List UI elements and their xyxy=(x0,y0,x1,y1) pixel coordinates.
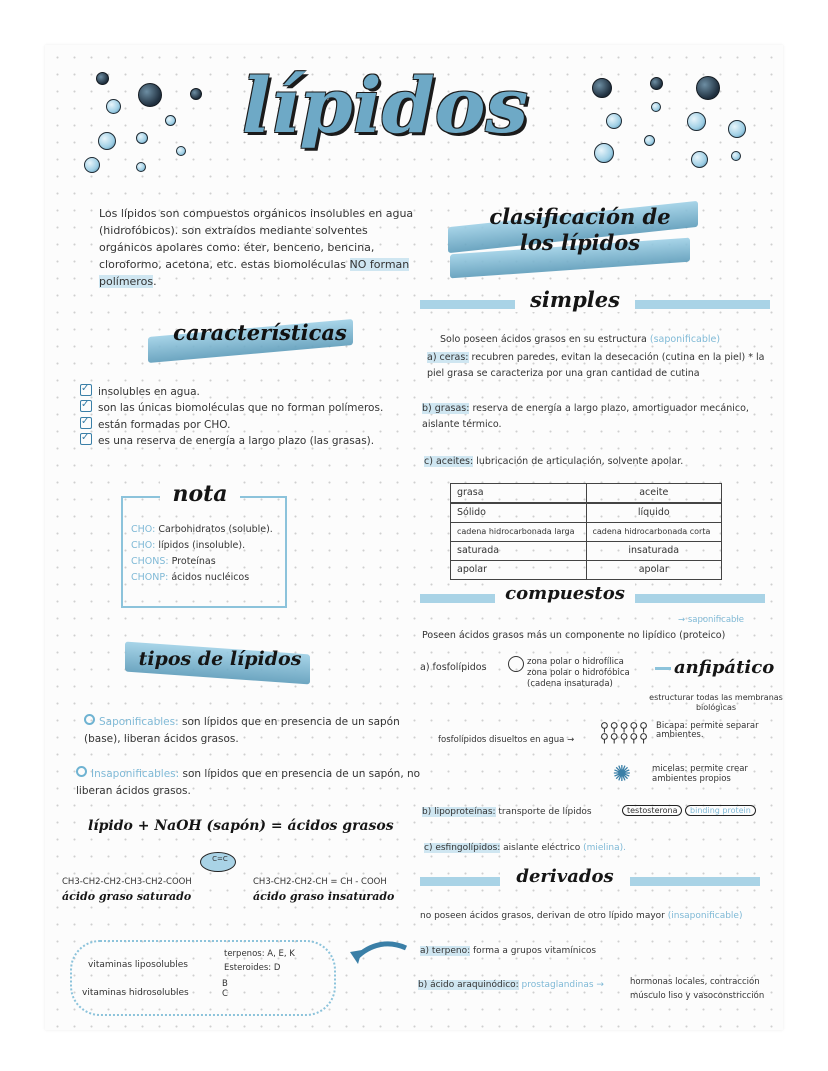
testosterona-chip: testosterona xyxy=(622,805,682,816)
terpeno-label: a) terpeno: xyxy=(420,946,471,956)
tipo-term: Insaponificables: xyxy=(91,768,180,780)
grasa-aceite-table xyxy=(450,483,722,580)
vitamina-item: terpenos: A, E, K xyxy=(224,949,295,959)
tipos-heading: tipos de lípidos xyxy=(138,648,302,670)
page-title: lípidos xyxy=(241,61,529,150)
lipoproteinas-def: transporte de lípidos xyxy=(495,807,592,817)
esfingolipidos-def: aislante eléctrico xyxy=(500,843,584,853)
anfipatico-note: estructurar todas las membranas biológicas xyxy=(649,693,783,712)
bubble-decoration xyxy=(176,146,186,156)
araquidonico-text: prostaglandinas → xyxy=(518,980,604,990)
table-cell: saturada xyxy=(451,542,587,561)
table-cell: apolar xyxy=(451,561,587,580)
ceras-text: recubren paredes, evitan la desecación (cutina en la piel) * la piel grasa se caracteriza por una gran cantidad de cutina xyxy=(427,352,765,380)
saturado-formula: CH3-CH2-CH2-CH3-CH2-COOH xyxy=(62,877,192,887)
derivados-intro xyxy=(420,909,785,923)
tipo-term: Saponificables: xyxy=(99,716,179,728)
caracteristicas-list xyxy=(80,384,420,449)
caracteristica-item xyxy=(80,433,420,449)
micelle-icon: ✺ xyxy=(612,762,632,787)
bond-label: C=C xyxy=(212,855,228,863)
curved-arrow-icon xyxy=(348,940,410,966)
phospholipid-icon xyxy=(508,656,524,672)
bicapa-text: Bicapa: permite separar ambientes. xyxy=(656,721,759,741)
testosterona-chips xyxy=(622,805,767,818)
caracteristica-item xyxy=(80,417,420,433)
table-cell: cadena hidrocarbonada larga xyxy=(451,523,587,542)
vitamina-item: C xyxy=(222,989,228,1000)
vitaminas-hidrosolubles: vitaminas hidrosolubles xyxy=(82,988,189,998)
arrow-icon xyxy=(655,667,671,670)
bubble-decoration xyxy=(165,115,176,126)
clasificacion-heading xyxy=(455,204,705,257)
checkbox-icon xyxy=(80,384,92,396)
bubble-decoration xyxy=(606,113,622,129)
nota-value: ácidos nucléicos xyxy=(171,572,250,584)
bubble-decoration xyxy=(687,112,706,131)
bubble-decoration xyxy=(650,77,663,90)
zone-text: (cadena insaturada) xyxy=(527,679,613,690)
nota-key: CHONS: xyxy=(131,556,169,568)
clasificacion-heading-line1: clasificación de xyxy=(489,204,671,229)
checkbox-icon xyxy=(80,417,92,429)
lipoproteinas-label: b) lipoproteínas: xyxy=(422,807,496,817)
derivados-intro-text: no poseen ácidos grasos, derivan de otro lípido mayor xyxy=(420,911,668,921)
araquidonico-label: b) ácido araquinódico: xyxy=(418,980,519,990)
caracteristica-item xyxy=(80,384,420,400)
table-row xyxy=(451,503,722,523)
table-cell: cadena hidrocarbonada corta xyxy=(586,523,722,542)
ceras-label: a) ceras: xyxy=(427,352,469,363)
acido-saturado xyxy=(62,876,232,905)
nota-item xyxy=(131,570,281,586)
nota-key: CHO: xyxy=(131,540,156,552)
grasas-label: b) grasas: xyxy=(422,403,470,414)
bubble-decoration xyxy=(644,135,655,146)
nota-heading: nota xyxy=(160,481,240,507)
bubble-decoration xyxy=(96,72,109,85)
caracteristica-text: es una reserva de energía a largo plazo (las grasas). xyxy=(98,434,375,447)
caracteristica-text: insolubles en agua. xyxy=(98,386,200,398)
table-row xyxy=(451,561,722,580)
nota-value: Carbohidratos (soluble). xyxy=(158,524,273,535)
fosfolipidos-disueltos: fosfolípidos disueltos en agua → xyxy=(438,735,575,745)
table-row xyxy=(451,484,722,504)
araquidonico-note: hormonas locales, contracción músculo liso y vasoconstricción xyxy=(630,977,765,1001)
bullet-circle-icon xyxy=(84,714,95,725)
bubble-decoration xyxy=(136,162,146,172)
bullet-circle-icon xyxy=(76,766,87,777)
fosfolipidos-zones xyxy=(527,657,667,690)
esfingolipidos-label: c) esfingolípidos: xyxy=(424,843,501,853)
esfingolipidos-note: (mielina). xyxy=(583,843,626,853)
bubble-decoration xyxy=(138,83,162,107)
tipo-definition: son lípidos que en presencia de un sapón (base), liberan ácidos grasos. xyxy=(84,716,400,746)
bubble-decoration xyxy=(651,102,661,112)
nota-list xyxy=(131,522,281,587)
table-row xyxy=(451,523,722,542)
zone-text: zona polar o hidrofóbica xyxy=(527,668,630,679)
caracteristica-text: están formadas por CHO. xyxy=(98,418,231,431)
acido-insaturado xyxy=(253,876,423,905)
table-header-cell: aceite xyxy=(586,484,722,504)
intro-end: . xyxy=(153,275,157,289)
nota-key: CHONP: xyxy=(131,572,169,584)
intro-text: Los lípidos son compuestos orgánicos insolubles en agua (hidrofóbicos). son extraídos mediante solventes orgánicos apolares como: éter, benceno, bencina, cloroformo, acetona, etc. estas biomoléculas xyxy=(99,207,414,272)
table-cell: líquido xyxy=(586,503,722,523)
nota-item xyxy=(131,554,281,570)
bubble-decoration xyxy=(731,151,741,161)
vitamina-item: Esteroides: D xyxy=(224,962,281,973)
caracteristica-text: son las únicas biomoléculas que no forman polímeros. xyxy=(98,402,384,415)
tipo-insaponificables xyxy=(76,766,421,801)
zone-text: zona polar o hidrofílica xyxy=(527,657,624,667)
nota-key: CHO: xyxy=(131,524,156,535)
caracteristica-item xyxy=(80,400,420,416)
vitaminas-lipo-list xyxy=(224,948,334,975)
nota-item xyxy=(131,522,281,538)
bubble-decoration xyxy=(594,143,614,163)
tipo-definition: son lípidos que en presencia de un sapón, no liberan ácidos grasos. xyxy=(76,768,421,798)
clasificacion-heading-line2: los lípidos xyxy=(519,230,641,256)
simples-aceites xyxy=(424,454,774,469)
vitaminas-hidro-list xyxy=(222,979,252,999)
bubble-decoration xyxy=(728,120,746,138)
vitamina-item: B xyxy=(222,979,228,989)
binding-protein-chip: binding protein xyxy=(685,805,756,816)
bubble-decoration xyxy=(592,78,612,98)
intro-highlight: NO forman polímeros xyxy=(99,258,410,289)
micelas-text: micelas: permite crear ambientes propios xyxy=(652,764,748,785)
nota-value: lípidos (insoluble). xyxy=(158,540,246,552)
derivados-heading: derivados xyxy=(500,866,630,887)
terpeno-text: forma a grupos vitamínicos xyxy=(470,946,597,956)
bubble-decoration xyxy=(190,88,202,100)
bubble-decoration xyxy=(136,132,148,144)
grasas-text: reserva de energía a largo plazo, amortiguador mecánico, aislante térmico. xyxy=(422,403,749,431)
esfingolipidos-text xyxy=(424,841,764,855)
insaturado-formula: CH3-CH2-CH2-CH = CH - COOH xyxy=(253,877,387,887)
simples-heading: simples xyxy=(515,287,635,312)
fosfolipidos-label: a) fosfolípidos xyxy=(420,662,487,673)
bilayer-icon: ⚲⚲⚲⚲⚲ ⚲⚲⚲⚲⚲ xyxy=(600,720,649,745)
bubble-decoration xyxy=(691,151,708,168)
tipo-saponificables xyxy=(84,714,424,749)
caracteristicas-heading: características xyxy=(173,320,347,345)
table-cell: apolar xyxy=(586,561,722,580)
nota-item xyxy=(131,538,281,554)
simples-grasas xyxy=(422,401,780,433)
bubble-decoration xyxy=(84,157,100,173)
bubble-decoration xyxy=(98,132,116,150)
derivados-intro-note: (insaponificable) xyxy=(667,911,743,921)
saponificable-note: → saponificable xyxy=(678,615,745,625)
intro-paragraph xyxy=(99,205,419,290)
checkbox-icon xyxy=(80,433,92,445)
derivados-terpeno xyxy=(420,944,780,958)
simples-intro-note: (saponificable) xyxy=(649,334,721,345)
compuestos-intro: Poseen ácidos grasos más un componente no lipídico (proteico) xyxy=(422,630,726,641)
table-header-cell: grasa xyxy=(451,484,587,504)
lipoproteinas-text xyxy=(422,805,622,819)
derivados-araquidonico xyxy=(418,978,633,992)
bubble-decoration xyxy=(106,99,121,114)
vitaminas-liposolubles: vitaminas liposolubles xyxy=(88,960,188,970)
table-cell: Sólido xyxy=(451,503,587,523)
table-row xyxy=(451,542,722,561)
saponification-equation: lípido + NaOH (sapón) = ácidos grasos xyxy=(88,818,394,834)
compuestos-heading: compuestos xyxy=(495,583,635,604)
bubble-decoration xyxy=(696,76,720,100)
aceites-label: c) aceites: xyxy=(424,456,474,467)
saturado-label: ácido graso saturado xyxy=(62,889,192,903)
checkbox-icon xyxy=(80,400,92,412)
anfipatico-label: anfipático xyxy=(674,657,775,678)
table-cell: insaturada xyxy=(586,542,722,561)
aceites-text: lubricación de articulación, solvente apolar. xyxy=(473,456,684,467)
simples-ceras xyxy=(427,350,782,382)
simples-intro-text: Solo poseen ácidos grasos en su estructura xyxy=(440,334,650,345)
simples-intro xyxy=(440,332,785,347)
nota-value: Proteínas xyxy=(171,556,216,568)
insaturado-label: ácido graso insaturado xyxy=(253,889,395,903)
